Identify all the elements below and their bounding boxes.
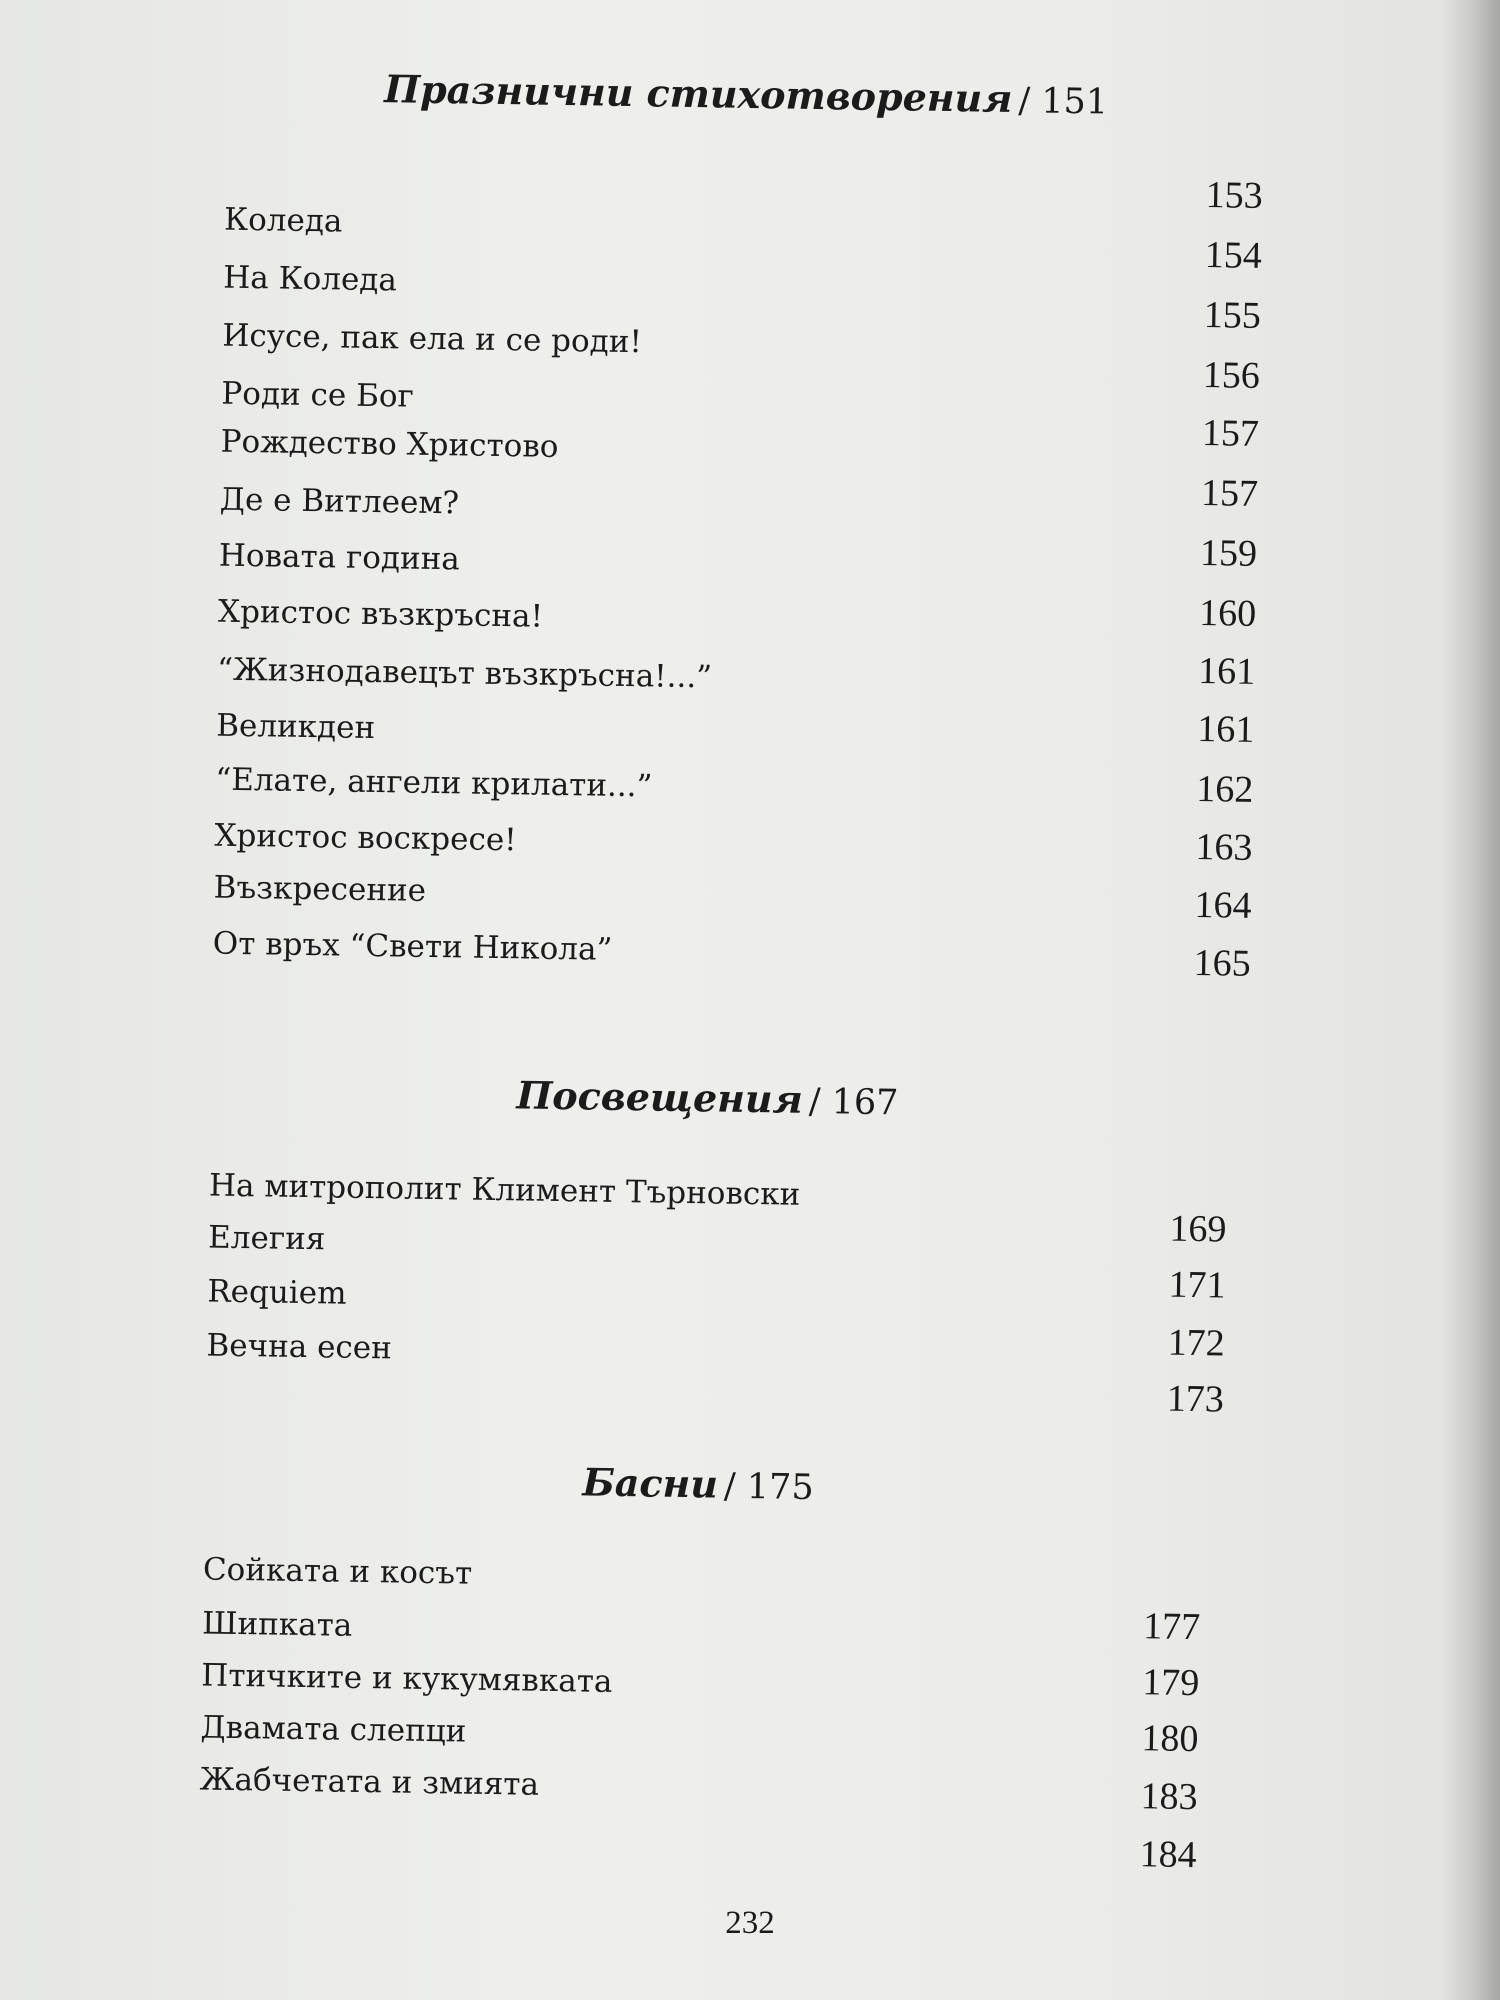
toc-entry-title: Новата година [218, 537, 461, 578]
toc-entry-title: Роди се Бог [221, 375, 415, 415]
section-heading-title: Посвещения [516, 1072, 804, 1122]
toc-entry-title: Жабчетата и змията [199, 1761, 540, 1803]
toc-entry-title: Великден [215, 707, 376, 747]
toc-page-number: 165 [1193, 941, 1251, 985]
toc-page-number: 157 [1200, 472, 1259, 515]
toc-page-number: 153 [1205, 174, 1264, 217]
toc-entry-title: Вечна есен [206, 1327, 393, 1367]
toc-entry-title: На митрополит Климент Търновски [208, 1167, 801, 1213]
toc-entry-title: Коледа [223, 201, 343, 240]
toc-entry-title: Сойката и косът [202, 1551, 473, 1592]
toc-page-number: 163 [1195, 825, 1253, 869]
toc-page-number: 169 [1169, 1207, 1227, 1251]
section-heading [582, 1459, 814, 1508]
toc-page-number: 171 [1168, 1263, 1226, 1307]
toc-entry-title: Птичките и кукумявката [201, 1657, 613, 1700]
toc-entry-title: Шипката [201, 1605, 353, 1644]
toc-page-number: 155 [1203, 294, 1262, 337]
toc-entry-title: Христос възкръсна! [217, 593, 544, 635]
toc-entry-title: Рождество Христово [220, 423, 559, 465]
toc-entry-title: “Жизнодавецът възкръсна!...” [216, 651, 713, 696]
section-heading-title: Басни [582, 1459, 719, 1507]
toc-entry-title: Де е Витлеем? [219, 481, 460, 522]
toc-page-number: 183 [1140, 1775, 1198, 1819]
toc-entry-title: “Елате, ангели крилати...” [215, 761, 653, 805]
toc-page-number: 177 [1142, 1605, 1201, 1649]
toc-page-number: 160 [1198, 592, 1257, 635]
toc-page-number: 161 [1196, 707, 1255, 751]
toc-entry-title: Възкресение [213, 869, 427, 909]
toc-page-number: 180 [1141, 1717, 1199, 1761]
toc-page-number: 184 [1139, 1833, 1197, 1877]
section-heading [516, 1072, 899, 1123]
toc-page-number: 159 [1199, 532, 1258, 575]
toc-page-number: 154 [1204, 234, 1263, 277]
section-heading-title: Празнични стихотворения [383, 66, 1013, 122]
toc-page-number: 162 [1196, 767, 1254, 811]
section-heading-page: / 167 [808, 1081, 899, 1124]
toc-page-number: 161 [1197, 650, 1256, 693]
section-heading [384, 66, 1109, 122]
page-number: 232 [725, 1905, 775, 1941]
toc-entry-title: Двамата слепци [200, 1709, 467, 1750]
toc-entry-title: Елегия [207, 1219, 326, 1258]
toc-page-number: 173 [1166, 1377, 1225, 1421]
toc-page-number: 157 [1201, 412, 1260, 455]
section-heading-page: / 175 [723, 1466, 814, 1509]
toc-page-number: 164 [1194, 883, 1252, 927]
toc-page-number: 179 [1142, 1661, 1200, 1705]
toc-page-number: 156 [1202, 354, 1261, 397]
toc-entry-title: Христос воскресе! [214, 817, 517, 859]
toc-page-number: 172 [1167, 1321, 1225, 1365]
section-heading-page: / 151 [1018, 81, 1109, 123]
toc-entry-title: Requiem [207, 1273, 347, 1312]
toc-entry-title: От връх “Свети Никола” [212, 925, 613, 968]
toc-entry-title: На Коледа [222, 259, 398, 299]
toc-entry-title: Исусе, пак ела и се роди! [222, 317, 643, 361]
